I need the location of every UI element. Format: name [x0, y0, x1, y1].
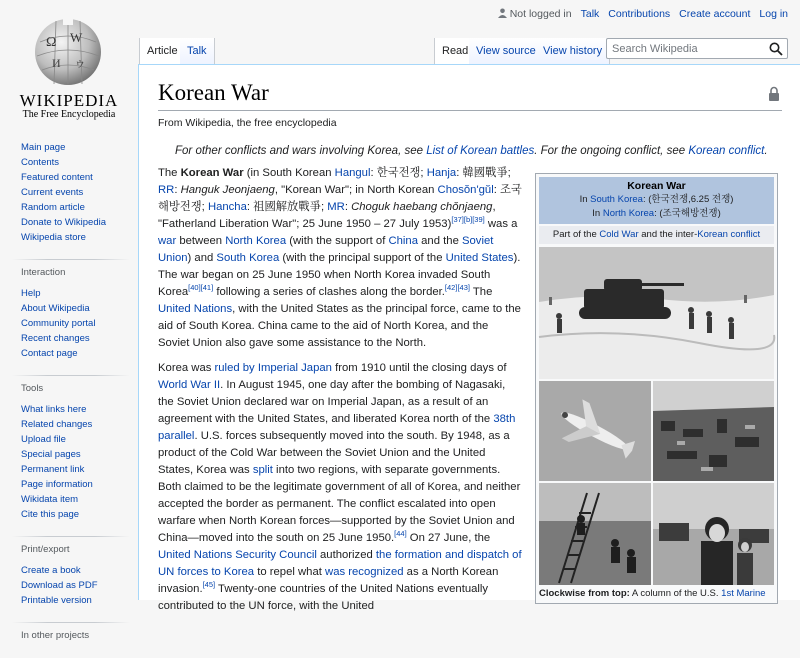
- 1st-marine-link[interactable]: 1st Marine: [721, 588, 766, 599]
- infobox-sk-name: [541, 193, 772, 207]
- svg-text:ゥ: ゥ: [74, 56, 87, 70]
- sidebar-item-download-as-pdf[interactable]: Download as PDF: [21, 580, 98, 591]
- sidebar-item-permanent-link[interactable]: Permanent link: [21, 464, 85, 475]
- united-nations-link[interactable]: United Nations: [158, 303, 233, 315]
- sidebar-item-cite-this-page[interactable]: Cite this page: [21, 509, 80, 520]
- create-account-link[interactable]: Create account: [679, 8, 751, 20]
- text: ) and: [187, 252, 217, 264]
- sidebar-item: [21, 200, 138, 215]
- tools-portal: [0, 383, 138, 522]
- navigation-portal: [0, 140, 138, 245]
- sidebar-item-donate-to-wikipedia[interactable]: Donate to Wikipedia: [21, 217, 107, 228]
- sidebar-item-printable-version[interactable]: Printable version: [21, 595, 92, 606]
- sidebar-item-random-article[interactable]: Random article: [21, 202, 85, 213]
- sidebar-item-featured-content[interactable]: Featured content: [21, 172, 93, 183]
- sidebar-item: [21, 578, 138, 593]
- china-link[interactable]: China: [388, 235, 419, 247]
- sidebar-item: [21, 140, 138, 155]
- talk-link[interactable]: Talk: [580, 8, 600, 20]
- text: The: [469, 286, 493, 298]
- portal-divider: [12, 536, 130, 537]
- rr-link[interactable]: RR: [158, 184, 175, 196]
- sidebar-item: [21, 215, 138, 230]
- text: : (조국해방전쟁): [654, 208, 721, 219]
- sidebar-item-community-portal[interactable]: Community portal: [21, 318, 96, 329]
- text: (in South Korean: [243, 167, 335, 179]
- sidebar-item-wikidata-item[interactable]: Wikidata item: [21, 494, 79, 505]
- intro-paragraph: [158, 165, 522, 352]
- search-box: [606, 38, 788, 59]
- citation-link[interactable]: [40]: [188, 283, 201, 293]
- mr-link[interactable]: MR: [327, 201, 345, 213]
- text: In: [592, 208, 603, 219]
- text: : 한국전쟁;: [370, 167, 427, 179]
- ruled-by-imperial-japan-link[interactable]: ruled by Imperial Japan: [214, 362, 332, 374]
- text: and the: [418, 235, 462, 247]
- text: Twenty-one countries of the United Nations eventually contributed to the UN force, with the United: [158, 583, 489, 612]
- text: into two regions, with separate governments. Both claimed to be the legitimate government of all of Korea, and neither accepted the border as permanent. The conflict escalated into open warfare when North Korean forces—supported by the Soviet Union and China—moved into the south on 25 June 1950.: [158, 464, 521, 544]
- sidebar-item: [21, 593, 138, 608]
- text: , "Fatherland Liberation War"; 25 June 1950 – 27 July 1953): [158, 201, 496, 230]
- print-export-list: [21, 563, 138, 608]
- jet-photo: [539, 381, 651, 481]
- text: :: [344, 201, 352, 213]
- lock-icon[interactable]: [768, 86, 780, 101]
- text: . In August 1945, one day after the bombing of Nagasaki, the Soviet Union declared war on Imperial Japan, as a result of an agreement with the United States, and liberated Korea north of the: [158, 379, 506, 425]
- hanja-link[interactable]: Hanja: [426, 167, 457, 179]
- sidebar-item-main-page[interactable]: Main page: [21, 142, 66, 153]
- text: between: [176, 235, 226, 247]
- sidebar-item: [21, 346, 138, 361]
- personal-tools: [498, 8, 788, 20]
- citation-link[interactable]: [41]: [200, 283, 214, 293]
- tools-list: [21, 402, 138, 522]
- sidebar-item: [21, 507, 138, 522]
- sidebar-item-special-pages[interactable]: Special pages: [21, 449, 81, 460]
- text: : 조국해방전쟁;: [158, 184, 522, 213]
- tab-article[interactable]: Article: [139, 38, 186, 64]
- tab-view-history[interactable]: View history: [536, 38, 610, 64]
- log-in-link[interactable]: Log in: [759, 8, 788, 20]
- title-divider: [158, 110, 782, 111]
- tank-photo: [539, 247, 774, 379]
- text: : 祖國解放戰爭;: [246, 201, 328, 213]
- text: . U.S. forces subsequently moved into the south. By 1948, as a product of the Cold War between the Soviet Union and the United States, Korea was: [158, 430, 510, 476]
- wikipedia-globe-icon: [32, 12, 104, 90]
- text: :: [174, 184, 181, 196]
- tab-talk[interactable]: Talk: [180, 38, 215, 64]
- south-korea-link[interactable]: South Korea: [216, 252, 280, 264]
- logo-wordmark: WIKIPEDIA: [19, 91, 119, 110]
- world-war-ii-link[interactable]: World War II: [158, 379, 221, 391]
- sidebar-item: [21, 402, 138, 417]
- refugees-photo: [653, 483, 774, 585]
- text: : 韓國戰爭;: [456, 167, 511, 179]
- sidebar-item-related-changes[interactable]: Related changes: [21, 419, 93, 430]
- text: , with the United States as the principal force, came to the aid of South Korea. China came to the aid of North Korea, and the Soviet Union also gave some assistance to the North.: [158, 303, 521, 349]
- article-body: [158, 165, 522, 623]
- hatnote-text: For other conflicts and wars involving Korea, see: [175, 145, 427, 157]
- tab-read[interactable]: Read: [434, 38, 476, 64]
- infobox-caption: [539, 585, 774, 600]
- sidebar-item: [21, 170, 138, 185]
- sidebar-item-wikipedia-store[interactable]: Wikipedia store: [21, 232, 86, 243]
- text: The: [158, 167, 181, 179]
- text: was a: [484, 218, 518, 230]
- sidebar-item: [21, 432, 138, 447]
- south-korea-link[interactable]: South Korea: [590, 194, 643, 205]
- text: : (한국전쟁,6.25 전쟁): [642, 194, 734, 205]
- not-logged-in-label: Not logged in: [509, 8, 572, 20]
- sidebar-item-create-a-book[interactable]: Create a book: [21, 565, 81, 576]
- text: ). The war began on 25 June 1950 when North Korea invaded South Korea: [158, 252, 521, 298]
- hangul-link[interactable]: Hangul: [334, 167, 371, 179]
- text: Korea was: [158, 362, 215, 374]
- interaction-portal: [0, 267, 138, 361]
- text: following a series of clashes along the border.: [213, 286, 445, 298]
- caption-label: Clockwise from top:: [539, 588, 630, 599]
- sidebar: [0, 140, 138, 658]
- infobox-header: [539, 177, 774, 224]
- sidebar-item: [21, 286, 138, 301]
- sidebar-item-contents[interactable]: Contents: [21, 157, 60, 168]
- destruction-photo: [653, 381, 774, 481]
- search-icon[interactable]: [769, 42, 783, 56]
- sidebar-item: [21, 563, 138, 578]
- interaction-heading: Interaction: [21, 267, 66, 278]
- text: Part of the: [552, 229, 600, 240]
- sidebar-item: [21, 316, 138, 331]
- text: In: [579, 194, 591, 205]
- infobox-title: Korean War: [627, 180, 686, 192]
- background-paragraph: [158, 360, 522, 615]
- citation-link[interactable]: [44]: [394, 529, 407, 539]
- citation-link[interactable]: [39]: [472, 215, 485, 225]
- text: to repel what: [254, 566, 326, 578]
- infobox: [535, 173, 778, 604]
- sidebar-item: [21, 230, 138, 245]
- korean-conflict-link[interactable]: Korean conflict: [697, 229, 761, 240]
- hatnote-text: . For the ongoing conflict, see: [534, 145, 689, 157]
- tab-view-source[interactable]: View source: [469, 38, 544, 64]
- sidebar-item-what-links-here[interactable]: What links here: [21, 404, 87, 415]
- split-link[interactable]: split: [252, 464, 273, 476]
- infobox-part-of: [539, 226, 774, 244]
- citation-link[interactable]: [43]: [457, 283, 470, 293]
- print-portal: [0, 544, 138, 608]
- infobox-nk-name: [541, 207, 772, 221]
- citation-link[interactable]: [42]: [444, 283, 458, 293]
- svg-text:И: И: [52, 56, 61, 70]
- sidebar-item-contact-page[interactable]: Contact page: [21, 348, 78, 359]
- site-subtitle: From Wikipedia, the free encyclopedia: [158, 117, 337, 129]
- chosongul-link[interactable]: Chosŏn'gŭl: [437, 184, 494, 196]
- search-input[interactable]: [607, 40, 762, 59]
- text: A column of the U.S.: [629, 588, 722, 599]
- sidebar-item-upload-file[interactable]: Upload file: [21, 434, 66, 445]
- other-projects-heading: In other projects: [21, 630, 90, 641]
- text: authorized: [316, 549, 376, 561]
- sidebar-item-about-wikipedia[interactable]: About Wikipedia: [21, 303, 90, 314]
- text: On 27 June, the: [406, 532, 491, 544]
- hancha-link[interactable]: Hancha: [207, 201, 247, 213]
- sidebar-item: [21, 447, 138, 462]
- sidebar-item: [21, 331, 138, 346]
- sidebar-item: [21, 185, 138, 200]
- navigation-list: [21, 140, 138, 245]
- page-title: Korean War: [158, 80, 269, 105]
- text: from 1910 until the closing days of: [331, 362, 507, 374]
- sidebar-item: [21, 477, 138, 492]
- soviet-union-link[interactable]: Soviet Union: [158, 235, 494, 264]
- sidebar-item: [21, 155, 138, 170]
- sidebar-item: [21, 492, 138, 507]
- romanization: Hanguk Jeonjaeng: [180, 184, 275, 196]
- list-of-korean-battles-link[interactable]: List of Korean battles: [426, 145, 535, 157]
- north-korea-link[interactable]: North Korea: [602, 208, 655, 219]
- citation-link[interactable]: [37]: [451, 215, 464, 225]
- svg-text:W: W: [70, 30, 83, 45]
- korean-conflict-link[interactable]: Korean conflict: [688, 145, 765, 157]
- tools-heading: Tools: [21, 383, 44, 394]
- sidebar-item: [21, 417, 138, 432]
- footnote-link[interactable]: [b]: [463, 215, 473, 225]
- north-korea-link[interactable]: North Korea: [225, 235, 287, 247]
- soldiers-photo: [539, 483, 651, 585]
- cold-war-link[interactable]: Cold War: [599, 229, 639, 240]
- 38th-parallel-link[interactable]: 38th parallel: [158, 413, 516, 442]
- wikipedia-logo[interactable]: [0, 0, 138, 125]
- hatnote: [175, 145, 768, 157]
- text: as a North Korean invasion.: [158, 566, 499, 595]
- sidebar-item-page-information[interactable]: Page information: [21, 479, 93, 490]
- sidebar-item: [21, 462, 138, 477]
- user-icon: [498, 8, 507, 18]
- un-forces-link[interactable]: the formation and dispatch of UN forces to Korea: [158, 549, 522, 578]
- romanization: Choguk haebang chŏnjaeng: [351, 201, 493, 213]
- citation-link[interactable]: [45]: [202, 580, 216, 590]
- not-logged-in-status: [498, 8, 572, 20]
- text: and the inter-: [638, 229, 698, 240]
- print-export-heading: Print/export: [21, 544, 70, 555]
- content-area: [138, 64, 800, 612]
- text: , "Korean War"; in North Korean: [274, 184, 438, 196]
- logo-tagline: The Free Encyclopedia: [22, 109, 116, 120]
- portal-divider: [12, 622, 130, 623]
- interaction-list: [21, 286, 138, 361]
- was-recognized-link[interactable]: was recognized: [325, 566, 404, 578]
- bold-term: Korean War: [180, 167, 244, 179]
- text: (with the support of: [286, 235, 389, 247]
- united-states-link[interactable]: United States: [445, 252, 514, 264]
- portal-divider: [12, 375, 130, 376]
- svg-text:Ω: Ω: [46, 35, 57, 50]
- contributions-link[interactable]: Contributions: [608, 8, 671, 20]
- sidebar-item-help[interactable]: Help: [21, 288, 41, 299]
- portal-divider: [12, 259, 130, 260]
- sidebar-item-recent-changes[interactable]: Recent changes: [21, 333, 90, 344]
- sidebar-item-current-events[interactable]: Current events: [21, 187, 84, 198]
- hatnote-text: .: [764, 145, 768, 157]
- war-link[interactable]: war: [158, 235, 177, 247]
- sidebar-item: [21, 301, 138, 316]
- text: (with the principal support of the: [279, 252, 446, 264]
- infobox-photo-montage[interactable]: [539, 247, 774, 585]
- security-council-link[interactable]: United Nations Security Council: [158, 549, 317, 561]
- other-projects-portal: [0, 630, 138, 644]
